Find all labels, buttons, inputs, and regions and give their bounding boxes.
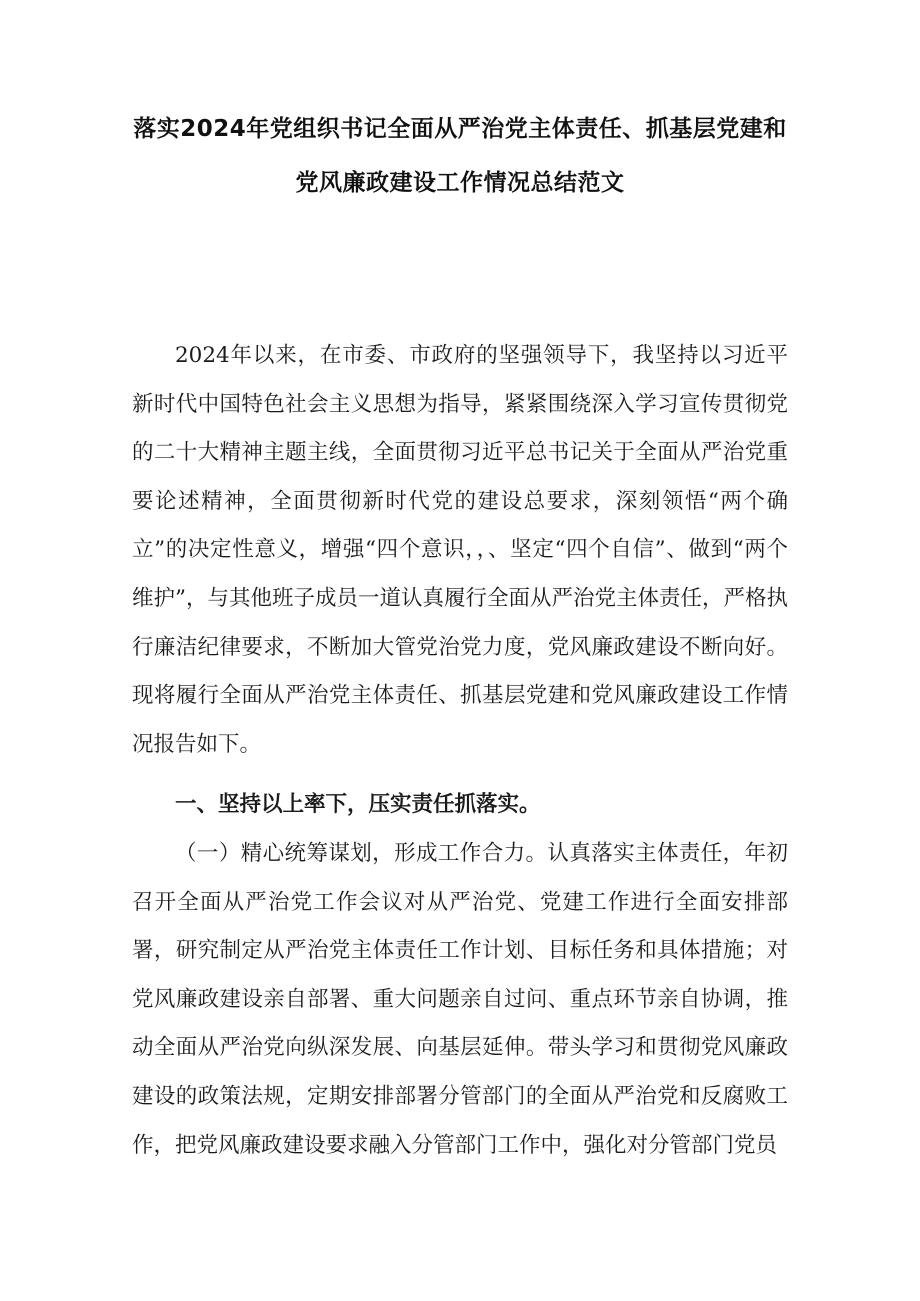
title-line-1: 落实2024年党组织书记全面从严治党主体责任、抓基层党建和 bbox=[133, 116, 787, 142]
document-title bbox=[132, 0, 788, 210]
title-line-2: 党风廉政建设工作情况总结范文 bbox=[295, 170, 625, 196]
document-body bbox=[132, 332, 788, 1170]
section-heading-1: 一、坚持以上率下，压实责任抓落实。 bbox=[175, 792, 541, 818]
intro-paragraph: 2024年以来，在市委、市政府的坚强领导下，我坚持以习近平新时代中国特色社会主义思想为指导，紧紧围绕深入学习宣传贯彻党的二十大精神主题主线，全面贯彻习近平总书记关于全面从严治党重要论述精神，全面贯彻新时代党的建设总要求，深刻领悟“两个确立”的决定性意义，增强“四个意识，，、坚定“四个自信”、做到“两个维护”，与其他班子成员一道认真履行全面从严治党主体责任，严格执行廉洁纪律要求，不断加大管党治党力度，党风廉政建设不断向好。现将履行全面从严治党主体责任、抓基层党建和党风廉政建设工作情况报告如下。 bbox=[132, 343, 788, 757]
section-1-paragraph-1: （一）精心统筹谋划，形成工作合力。认真落实主体责任，年初召开全面从严治党工作会议对从严治党、党建工作进行全面安排部署，研究制定从严治党主体责任工作计划、目标任务和具体措施；对党风廉政建设亲自部署、重大问题亲自过问、重点环节亲自协调，推动全面从严治党向纵深发展、向基层延伸。带头学习和贯彻党风廉政建设的政策法规，定期安排部署分管部门的全面从严治党和反腐败工作，把党风廉政建设要求融入分管部门工作中，强化对分管部门党员 bbox=[132, 840, 788, 1158]
